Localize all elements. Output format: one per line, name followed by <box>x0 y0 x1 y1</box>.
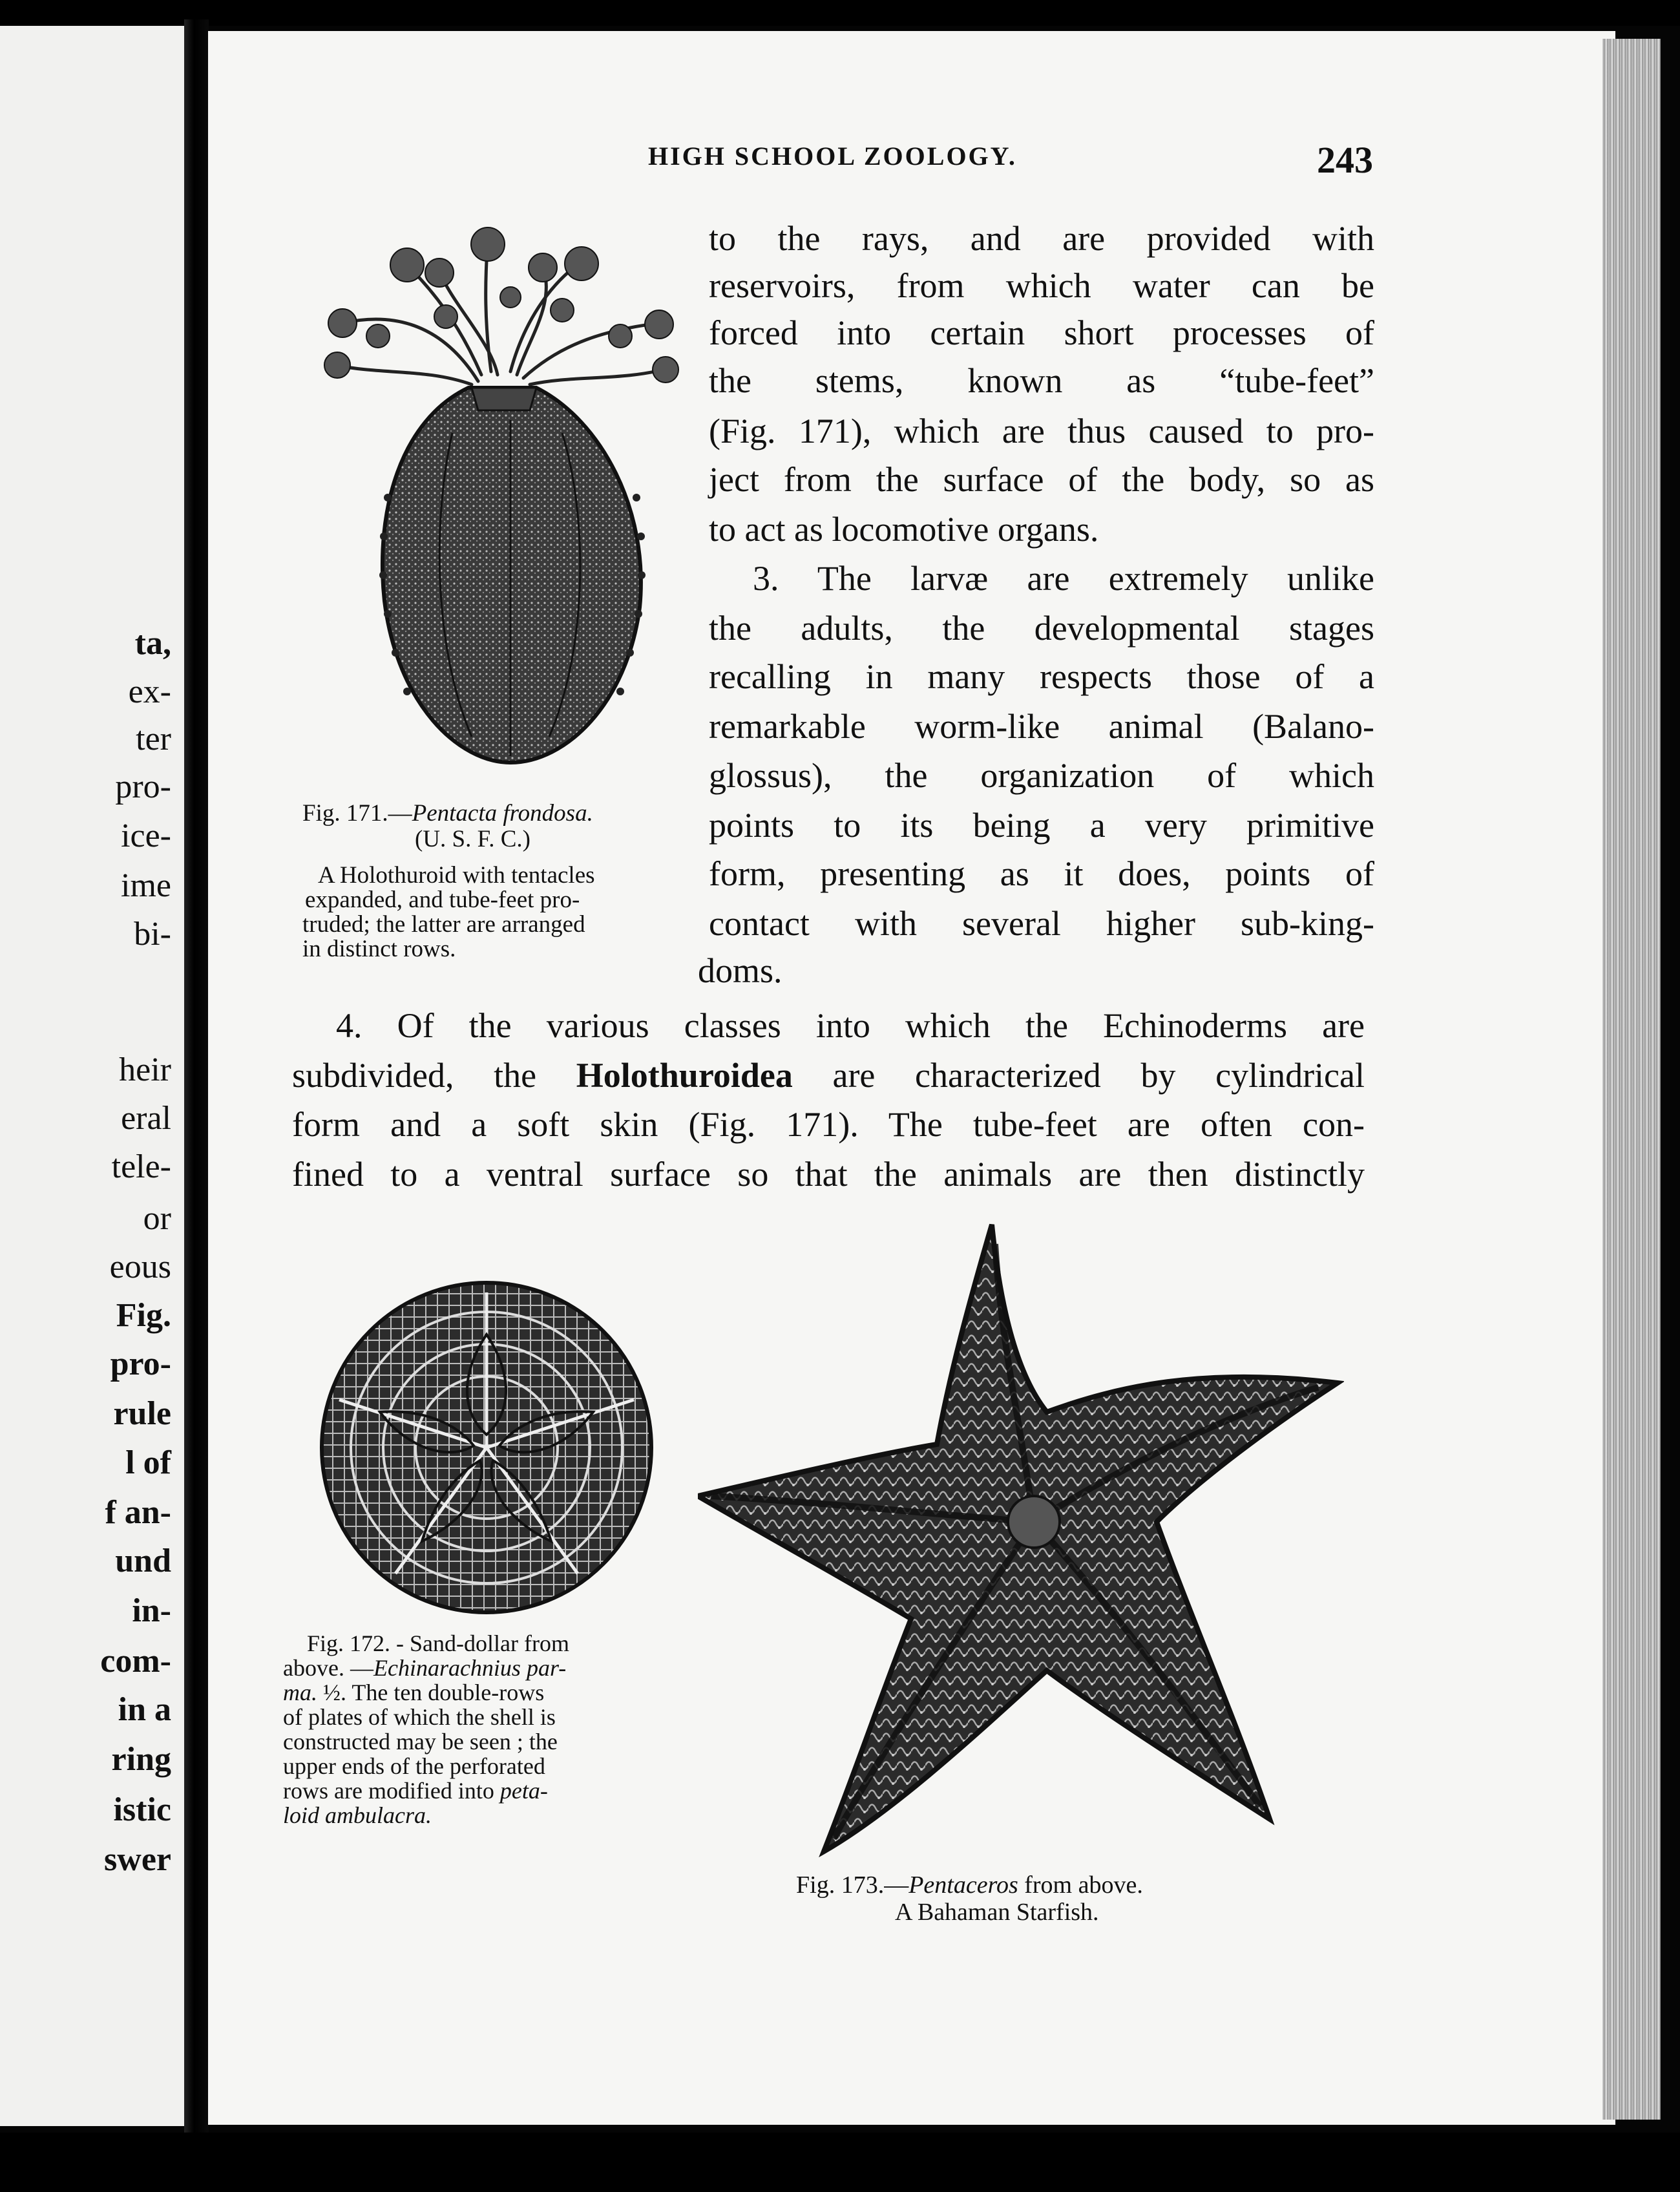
page-number: 243 <box>1317 139 1373 181</box>
fragment: or <box>143 1200 171 1237</box>
text-line: remarkable worm-like animal (Balano- <box>709 707 1374 746</box>
scan-top-border <box>0 0 1680 26</box>
fragment: heir <box>119 1051 171 1088</box>
fig172-caption-line <box>283 1779 548 1802</box>
paragraph-text: subdivided, the <box>292 1056 576 1095</box>
fig172-caption-line <box>283 1656 566 1680</box>
text-line: forced into certain short processes of <box>709 313 1374 352</box>
fragment: ice- <box>121 817 171 854</box>
fragment: und <box>115 1543 171 1579</box>
fragment: ex- <box>128 673 171 710</box>
paragraph-line: form and a soft skin (Fig. 171). The tube-feet are often con- <box>292 1105 1365 1144</box>
text-line: to the rays, and are provided with <box>709 219 1374 258</box>
text-line: 3. The larvæ are extremely unlike <box>753 559 1374 598</box>
fig172-text: rows are modified into <box>283 1778 500 1804</box>
fig172-term: peta- <box>499 1778 548 1804</box>
running-head: HIGH SCHOOL ZOOLOGY. <box>648 142 1017 171</box>
text-line: the adults, the developmental stages <box>709 609 1374 648</box>
fig172-term: loid ambulacra. <box>283 1802 432 1828</box>
holothuroid-figure <box>317 226 685 769</box>
fig171-label: Fig. 171.— <box>302 800 412 827</box>
text-line: (Fig. 171), which are thus caused to pro- <box>709 412 1374 450</box>
fig171-caption-title <box>302 801 593 825</box>
fragment: eral <box>121 1100 171 1137</box>
fragment: tele- <box>111 1148 171 1185</box>
fragment: eous <box>109 1249 171 1285</box>
fragment: ring <box>111 1741 171 1778</box>
fig173-caption-line: A Bahaman Starfish. <box>895 1899 1099 1926</box>
paragraph-line: 4. Of the various classes into which the Echinoderms are <box>336 1006 1365 1045</box>
text-line: doms. <box>698 951 782 990</box>
fragment: rule <box>113 1395 171 1432</box>
fig172-text: above. — <box>283 1655 373 1681</box>
fig172-caption-line: Fig. 172. - Sand-dollar from <box>307 1630 569 1656</box>
fragment: in- <box>132 1592 171 1629</box>
fragment: pro- <box>110 1345 171 1382</box>
fragment: com- <box>100 1643 171 1680</box>
fig173-genus: Pentaceros <box>908 1871 1018 1899</box>
text-line: to act as locomotive organs. <box>709 510 1099 549</box>
fig173-caption-title <box>796 1873 1143 1897</box>
fig172-species: ma. <box>283 1680 317 1705</box>
text-line: the stems, known as “tube-feet” <box>709 361 1374 400</box>
fig172-caption-line: constructed may be seen ; the <box>283 1729 558 1755</box>
holothuroidea-term: Holothuroidea <box>576 1056 793 1095</box>
page-edges <box>1602 39 1661 2120</box>
text-line: contact with several higher sub-king- <box>709 904 1374 943</box>
fragment: in a <box>118 1691 171 1728</box>
fig173-label: Fig. 173.— <box>796 1871 909 1899</box>
starfish-figure <box>698 1218 1344 1864</box>
paragraph-line <box>292 1058 1365 1093</box>
fig171-desc-line: expanded, and tube-feet pro- <box>305 887 580 913</box>
fig172-text: ½. The ten double-rows <box>317 1680 545 1705</box>
text-line: form, presenting as it does, points of <box>709 854 1374 893</box>
fig173-text: from above. <box>1018 1871 1143 1899</box>
text-line: reservoirs, from which water can be <box>709 266 1374 305</box>
fragment: istic <box>113 1791 171 1828</box>
fig172-caption-line: of plates of which the shell is <box>283 1704 556 1730</box>
text-line: glossus), the organization of which <box>709 756 1374 795</box>
fig171-species: Pentacta frondosa. <box>412 800 593 827</box>
book-gutter <box>184 19 209 2145</box>
fig171-desc-line: A Holothuroid with tentacles <box>318 862 595 889</box>
fig172-species: Echinarachnius par- <box>373 1655 567 1681</box>
text-line: recalling in many respects those of a <box>709 657 1374 696</box>
fragment: l of <box>125 1444 171 1481</box>
text-line: points to its being a very primitive <box>709 806 1374 845</box>
fig172-caption-line: upper ends of the perforated <box>283 1753 545 1779</box>
fig171-source: (U. S. F. C.) <box>415 826 530 852</box>
sand-dollar-figure <box>315 1276 658 1619</box>
fragment: f an- <box>105 1494 171 1531</box>
fragment: bi- <box>134 916 171 953</box>
fragment: ime <box>121 867 171 904</box>
fig172-caption-line <box>283 1804 432 1827</box>
scan-bottom-border <box>0 2133 1680 2192</box>
fragment: swer <box>104 1841 171 1878</box>
paragraph-text: are characterized by cylindrical <box>792 1056 1365 1095</box>
paragraph-line: fined to a ventral surface so that the animals are then distinctly <box>292 1155 1365 1194</box>
text-line: ject from the surface of the body, so as <box>709 460 1374 499</box>
fig171-desc-line: truded; the latter are arranged <box>302 911 585 938</box>
fragment: Fig. <box>116 1297 171 1334</box>
fragment: pro- <box>115 768 171 805</box>
fragment: ter <box>136 721 171 757</box>
fig172-caption-line <box>283 1681 544 1704</box>
fig171-desc-line: in distinct rows. <box>302 936 456 962</box>
fragment: ta, <box>134 625 171 662</box>
